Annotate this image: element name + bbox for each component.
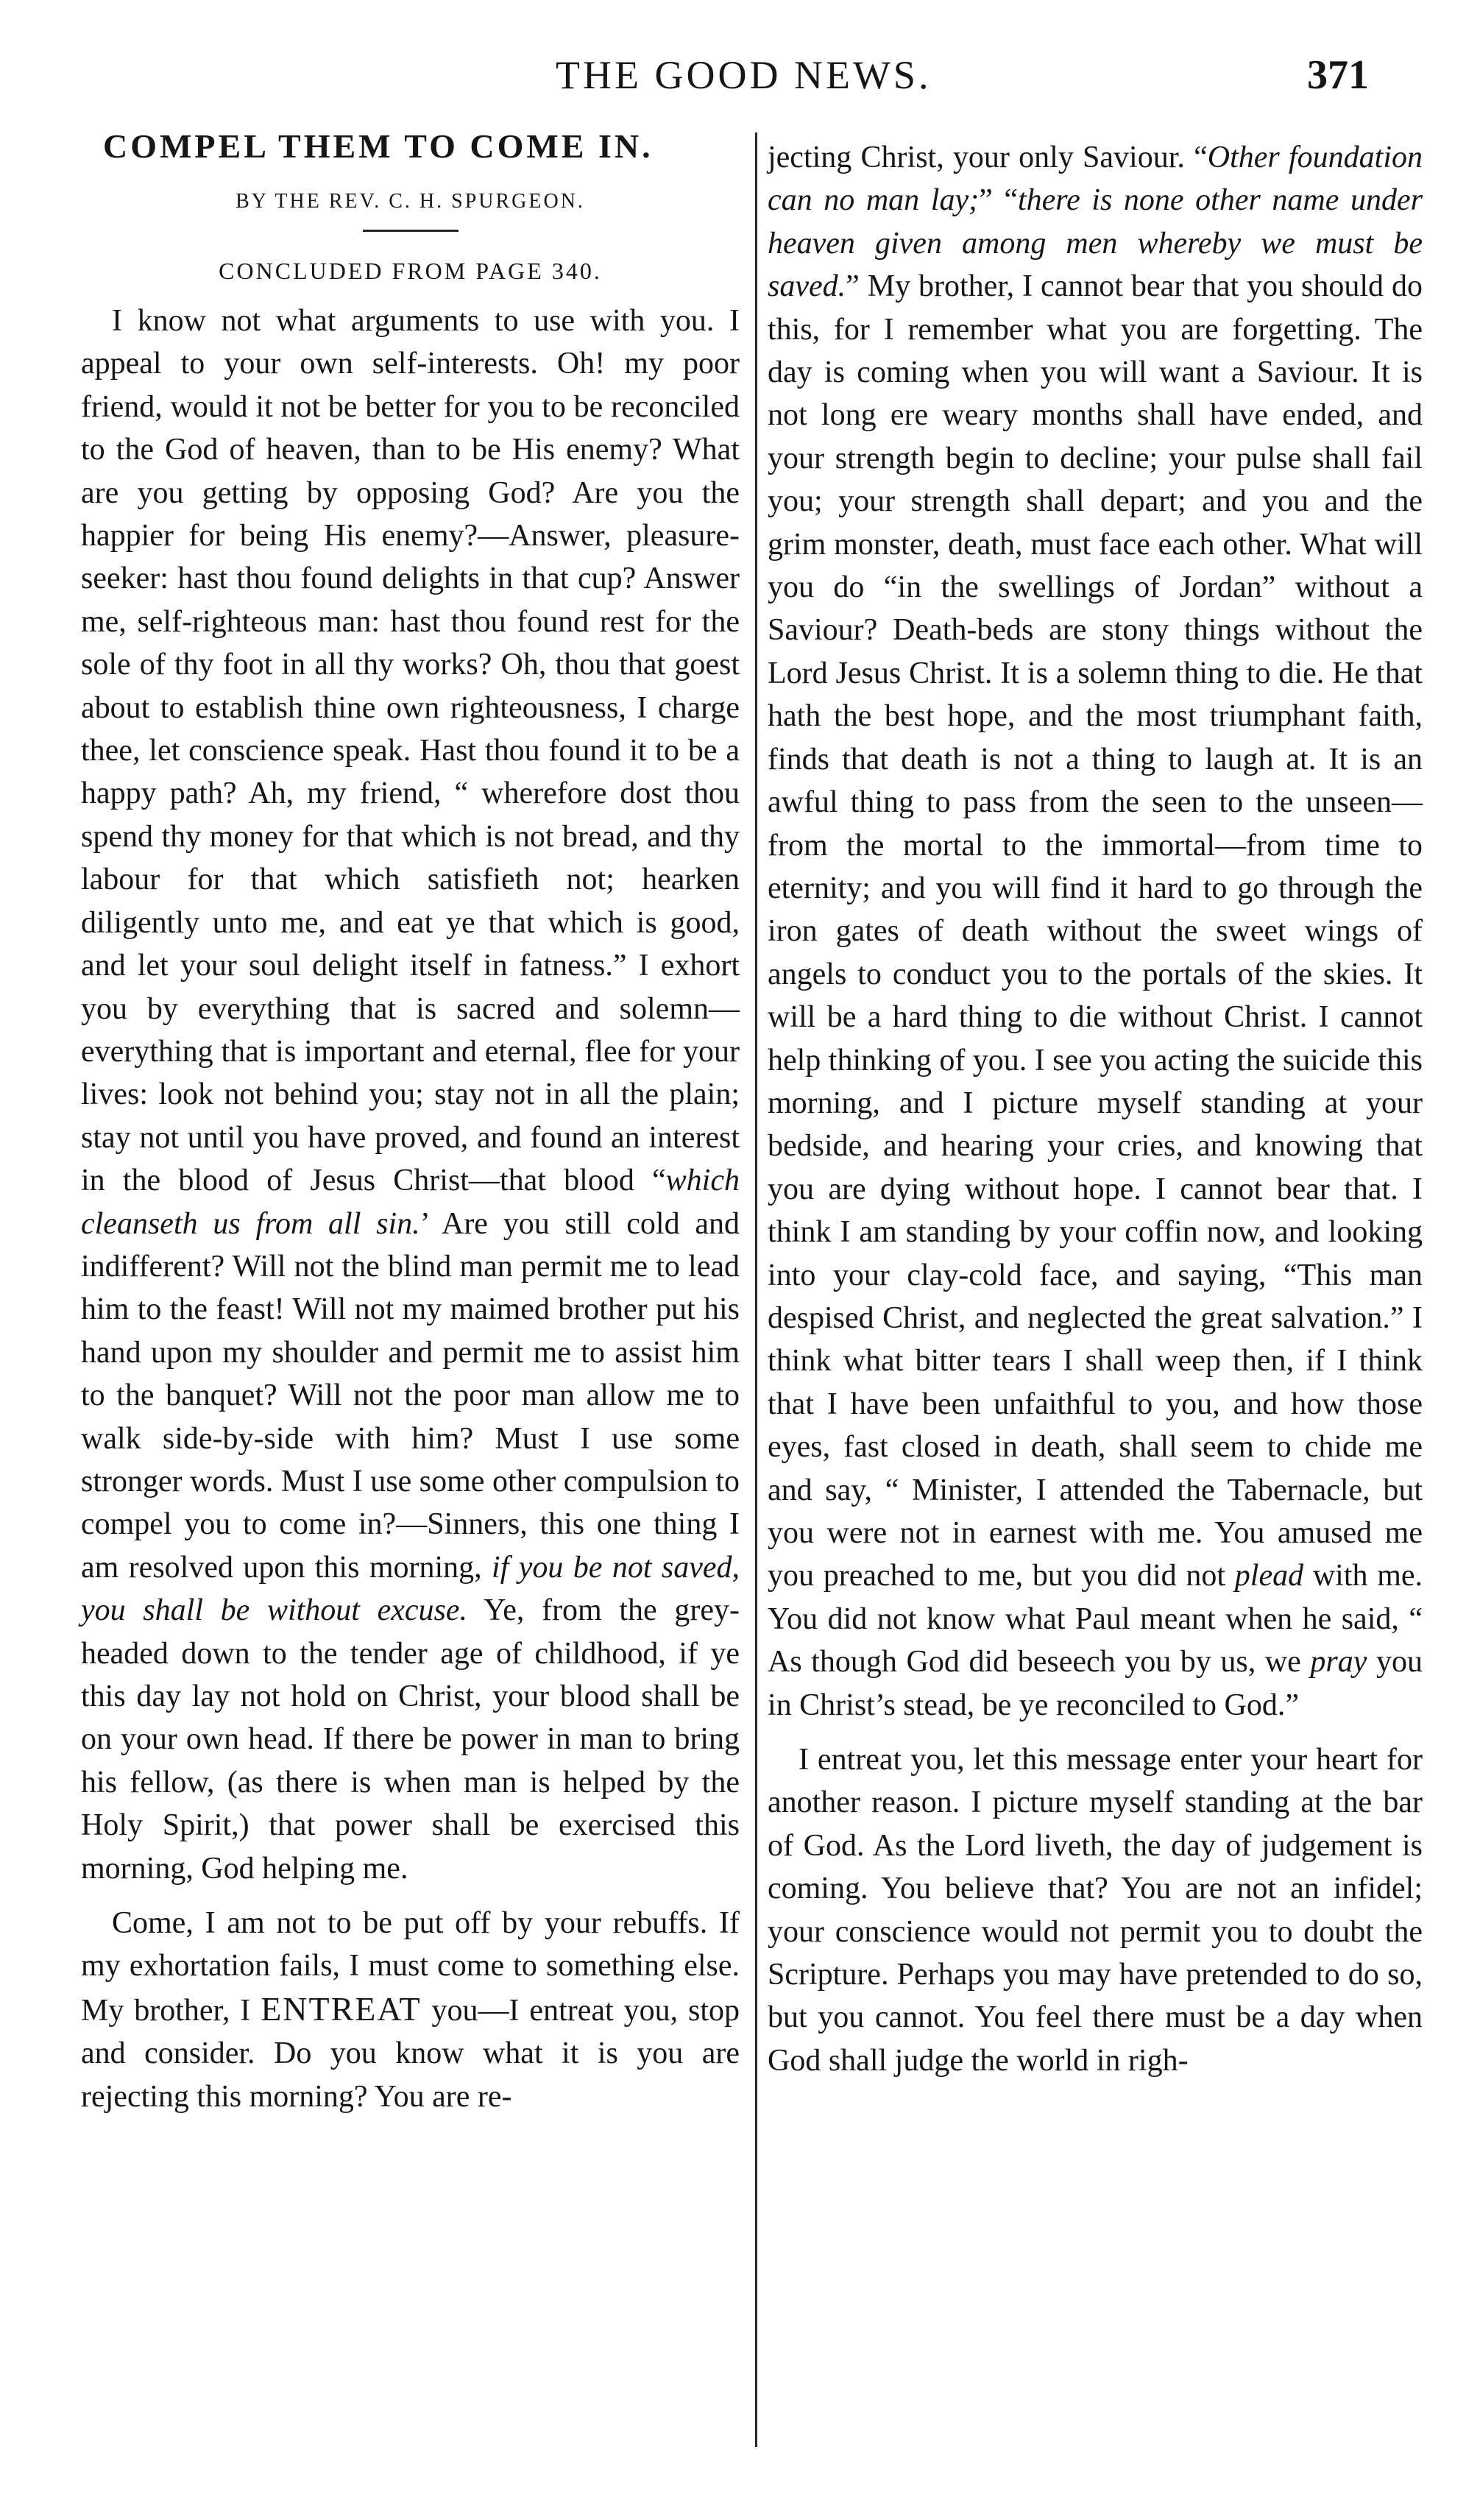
emphasis-text: if you be not saved, you shall be without excuse. (81, 1550, 740, 1628)
paragraph-appeal (81, 300, 740, 1890)
text-run: you—I entreat you, stop and consider. Do you know what it is you are rejecting this morning? You are re- (81, 1993, 740, 2114)
right-column (768, 136, 1423, 2082)
text-run: with me. You did not know what Paul meant when he said, “ As though God did beseech you by us, we (768, 1559, 1423, 1680)
text-run: I know not what arguments to use with you. I appeal to your own self-interests. Oh! my poor friend, would it not be better for you to be reconciled to the God of heaven, than to be His enemy? What are you getting by opposing God? Are you the happier for being His enemy?—Answer, pleasure-seeker: hast thou found delights in that cup? Answer me, self-righteous man: hast thou found rest for the sole of thy foot in all thy works? Oh, thou that goest about to establish thine own righteousness, I charge thee, let conscience speak. Hast thou found it to be a happy path? Ah, my friend, “ wherefore dost thou spend thy money for that which is not bread, and thy labour for that which satisfieth not; hearken diligently unto me, and eat ye that which is good, and let your soul delight itself in fatness.” I exhort you by everything that is sacred and solemn—everything that is important and eternal, flee for your lives: look not behind you; stay not in all the plain; stay not until you have proved, and found an interest in the blood of Jesus Christ—that blood “ (81, 304, 740, 1198)
emphasis-caps: ENTREAT (261, 1989, 422, 2028)
text-run: you in Christ’s stead, be ye reconciled to God.” (768, 1645, 1423, 1722)
text-run: jecting Christ, your only Saviour. “ (768, 141, 1208, 174)
continuation-note: CONCLUDED FROM PAGE 340. (219, 258, 602, 284)
text-run: ” My brother, I cannot bear that you should do this, for I remember what you are forgetting. The day is coming when you will want a Saviour. It is not long ere weary months shall have ended, and your strength begin to decline; your pulse shall fail you; your strength shall depart; and you and the grim monster, death, must face each other. What will you do “in the swellings of Jordan” without a Saviour? Death-beds are stony things without the Lord Jesus Christ. It is a solemn thing to die. He that hath the best hope, and the most triumphant faith, finds that death is not a thing to laugh at. It is an awful thing to pass from the seen to the unseen—from the mortal to the immortal—from time to eternity; and you will find it hard to go through the iron gates of death without the sweet wings of angels to conduct you to the portals of the skies. It will be a hard thing to die without Christ. I cannot help thinking of you. I see you acting the suicide this morning, and I picture myself standing at your bedside, and hearing your cries, and knowing that you are dying without hope. I cannot bear that. I think I am standing by your coffin now, and looking into your clay-cold face, and saying, “This man despised Christ, and neglected the great salvation.” I think what bitter tears I shall weep then, if I think that I have been unfaithful to you, and how those eyes, fast closed in death, shall seem to chide me and say, “ Minister, I attended the Tabernacle, but you were not in earnest with me. You amused me you preached to me, but you did not (768, 269, 1423, 1593)
byline: BY THE REV. C. H. SPURGEON. (236, 190, 585, 213)
scripture-quote: Other foundation can no man lay; (768, 141, 1423, 218)
text-run: ” “ (979, 183, 1018, 218)
left-column (81, 124, 740, 2118)
paragraph-judgement: I entreat you, let this message enter your heart for another reason. I picture myself standing at the bar of God. As the Lord liveth, the day of judgement is coming. You believe that? You are not an infidel; your conscience would not permit you to doubt the Scripture. Perhaps you may have pretended to do so, but you cannot. You feel there must be a day when God shall judge the world in righ- (768, 1743, 1423, 2078)
text-run: Ye, from the grey-headed down to the tender age of childhood, if ye this day lay not hold on Christ, your blood shall be on your own head. If there be power in man to bring his fellow, (as there is when man is helped by the Holy Spirit,) that power shall be exercised this morning, God helping me. (81, 1593, 740, 1886)
running-head (0, 46, 1480, 105)
text-run: ’ Are you still cold and indifferent? Will not the blind man permit me to lead him to the feast! Will not my maimed brother put his hand upon my shoulder and permit me to assist him to the banquet? Will not the poor man allow me to walk side-by-side with him? Must I use some stronger words. Must I use some other compulsion to compel you to come in?—Sinners, this one thing I am resolved upon this morning, (81, 1206, 740, 1585)
text-run: Come, I am not to be put off by your rebuffs. If my exhortation fails, I must come to something else. My brother, I (81, 1906, 740, 2028)
article-title: COMPEL THEM TO COME IN. (103, 127, 654, 165)
scripture-quote: which cleanseth us from all sin. (81, 1164, 740, 1241)
scripture-quote: there is none other name under heaven given among men whereby we must be saved. (768, 183, 1423, 304)
masthead: THE GOOD NEWS. (556, 53, 932, 97)
emphasis-pray: pray (1310, 1645, 1367, 1680)
title-rule (363, 230, 458, 232)
emphasis-plead: plead (1234, 1559, 1304, 1593)
paragraph-entreat (81, 1902, 740, 2118)
column-divider (755, 132, 757, 2447)
page-number: 371 (1307, 52, 1369, 98)
paragraph-saviour (768, 136, 1423, 1727)
